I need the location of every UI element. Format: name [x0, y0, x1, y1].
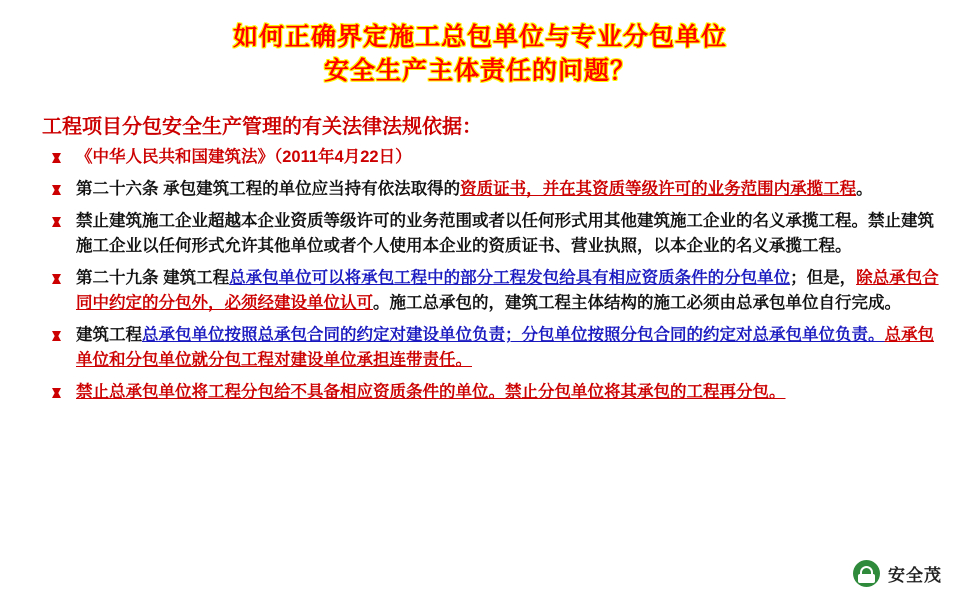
- bullet-list: [18, 145, 942, 405]
- text-segment: 第二十九条 建筑工程: [76, 269, 230, 287]
- watermark-logo: [853, 560, 942, 587]
- text-segment: 资质证书，并在其资质等级许可的业务范围内承揽工程: [460, 180, 857, 198]
- text-segment: 第二十六条 承包建筑工程的单位应当持有依法取得的: [76, 180, 461, 198]
- text-segment: 禁止总承包单位将工程分包给不具备相应资质条件的单位。禁止分包单位将其承包的工程再分包。: [76, 383, 786, 401]
- text-segment: 除总承包合同中约定的分包外，必须经建设单位认可: [76, 269, 939, 312]
- text-segment: ；但是，: [790, 269, 857, 287]
- list-item: [40, 209, 942, 259]
- text-segment: 《中华人民共和国建筑法》（2011年4月22日）: [76, 148, 412, 166]
- list-item: [40, 177, 942, 202]
- safety-helmet-icon: [853, 560, 880, 587]
- text-segment: 总承包单位和分包单位就分包工程对建设单位承担连带责任。: [76, 326, 934, 369]
- text-segment: 建筑工程: [76, 326, 142, 344]
- list-item: [40, 380, 942, 405]
- logo-label: 安全茂: [888, 566, 942, 585]
- list-item: [40, 266, 942, 316]
- text-segment: 。: [856, 180, 873, 198]
- title-line-2: 安全生产主体责任的问题？: [323, 57, 636, 85]
- section-heading: 工程项目分包安全生产管理的有关法律法规依据：: [42, 116, 482, 138]
- text-segment: 禁止建筑施工企业超越本企业资质等级许可的业务范围或者以任何形式用其他建筑施工企业的名义承揽工程。禁止建筑施工企业以任何形式允许其他单位或者个人使用本企业的资质证书、营业执照，以本企业的名义承揽工程。: [76, 212, 934, 255]
- text-segment: 。施工总承包的，建筑工程主体结构的施工必须由总承包单位自行完成。: [373, 294, 901, 312]
- text-segment: 总承包单位可以将承包工程中的部分工程发包给具有相应资质条件的分包单位: [229, 269, 791, 287]
- slide-title: [18, 20, 942, 88]
- list-item: [40, 145, 942, 170]
- list-item: [40, 323, 942, 373]
- text-segment: 总承包单位按照总承包合同的约定对建设单位负责；分包单位按照分包合同的约定对总承包单位负责。: [142, 326, 885, 344]
- title-line-1: 如何正确界定施工总包单位与专业分包单位: [232, 23, 727, 51]
